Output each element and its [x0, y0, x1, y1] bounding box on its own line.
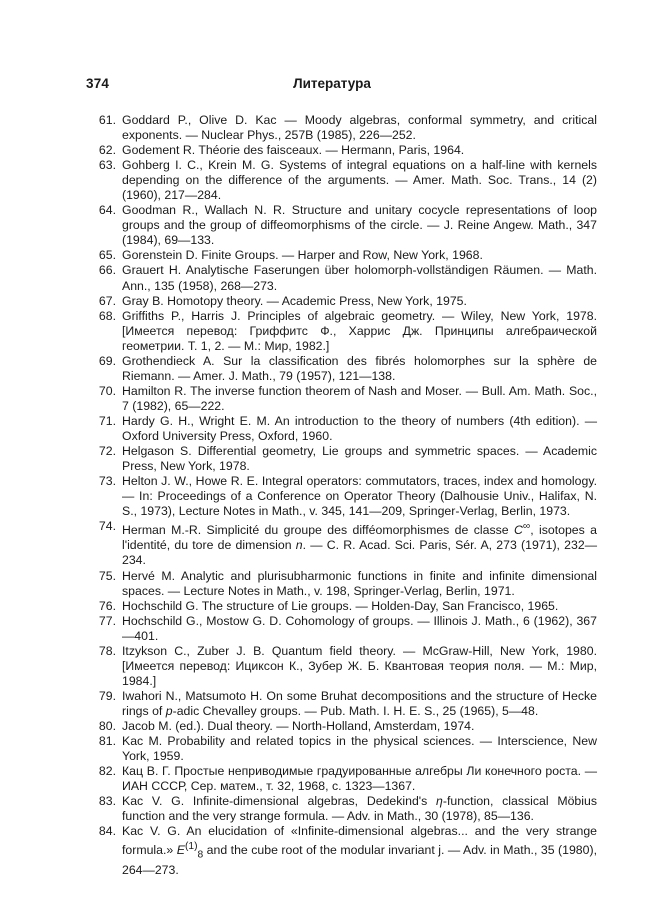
- page-number: 374: [86, 76, 110, 91]
- reference-number: 71.: [98, 413, 116, 428]
- reference-number: 80.: [98, 718, 116, 733]
- math-symbol: E: [176, 843, 185, 858]
- reference-text-part: Kac V. G. Infinite-dimensional algebras, Dedekind's: [122, 794, 437, 809]
- reference-item: [88, 824, 597, 878]
- reference-item: [88, 263, 597, 293]
- reference-number: 78.: [98, 643, 116, 658]
- reference-text: [122, 824, 597, 878]
- reference-item: [88, 309, 597, 354]
- reference-number: 61.: [98, 113, 116, 127]
- reference-item: [88, 794, 597, 824]
- reference-item: [88, 734, 597, 764]
- reference-number: 77.: [98, 613, 116, 628]
- reference-text-part: . — C. R. Acad. Sci. Paris, Sér. A, 273 (1971), 232—234.: [122, 538, 597, 568]
- reference-item: [88, 644, 597, 689]
- reference-text: Itzykson C., Zuber J. B. Quantum field theory. — McGraw-Hill, New York, 1980. [Имеется перевод: Ициксон К., Зубер Ж. Б. Квантовая теория поля. — М.: Мир, 1984.]: [122, 643, 597, 688]
- reference-text-part: and the cube root of the modular invariant j. — Adv. in Math., 35 (1980), 264—273.: [122, 843, 597, 877]
- reference-item: [88, 474, 597, 519]
- reference-text: Grothendieck A. Sur la classification des fibrés holomorphes sur la sphère de Riemann. — Amer. J. Math., 79 (1957), 121—138.: [122, 353, 597, 383]
- math-superscript: (1): [184, 841, 198, 853]
- math-symbol: η: [436, 794, 443, 809]
- reference-number: 75.: [98, 568, 116, 583]
- reference-number: 72.: [98, 444, 116, 459]
- reference-item: [88, 414, 597, 444]
- reference-number: 74.: [98, 519, 116, 534]
- reference-item: [88, 203, 597, 248]
- reference-text-part: -adic Chevalley groups. — Pub. Math. I. H. E. S., 25 (1965), 5—48.: [172, 703, 539, 718]
- running-title: Литература: [293, 76, 371, 91]
- reference-text: [122, 519, 597, 568]
- math-symbol: C: [513, 523, 523, 538]
- reference-text-part: Kac V. G. An elucidation of «Infinite-dimensional algebras... and the very strange formula.»: [122, 824, 597, 858]
- reference-text-part: Herman M.-R. Simplicité du groupe des difféomorphismes de classe: [122, 523, 514, 538]
- reference-number: 62.: [98, 143, 116, 158]
- reference-text: Helgason S. Differential geometry, Lie groups and symmetric spaces. — Academic Press, New York, 1978.: [122, 444, 597, 474]
- page-header: [86, 76, 578, 98]
- reference-text: Gray B. Homotopy theory. — Academic Press, New York, 1975.: [122, 293, 467, 308]
- reference-text-part: -function, classical Möbius function and the very strange formula. — Adv. in Math., 30 (1978), 85—136.: [122, 794, 597, 824]
- reference-number: 84.: [98, 824, 116, 839]
- reference-item: [88, 113, 597, 143]
- reference-item: [88, 764, 597, 794]
- math-symbol: p: [165, 703, 173, 718]
- reference-item: [88, 569, 597, 599]
- reference-text: Helton J. W., Howe R. E. Integral operators: commutators, traces, index and homology. — In: Proceedings of a Conference on Operator Theory (Dalhousie Univ., Halifax, N. S., 1973), Lecture Notes in Math., v. 345, 141—209, Springer-Verlag, Berlin, 1973.: [122, 474, 597, 519]
- reference-text: Godement R. Théorie des faisceaux. — Hermann, Paris, 1964.: [122, 143, 465, 158]
- reference-item: [88, 689, 597, 719]
- reference-number: 83.: [98, 794, 116, 809]
- reference-number: 79.: [98, 688, 116, 703]
- reference-item: [88, 158, 597, 203]
- reference-item: [88, 444, 597, 474]
- reference-text: Hamilton R. The inverse function theorem of Nash and Moser. — Bull. Am. Math. Soc., 7 (1982), 65—222.: [122, 383, 597, 413]
- reference-text: Кац В. Г. Простые неприводимые градуированные алгебры Ли конечного роста. — ИАН СССР, Сер. матем., т. 32, 1968, с. 1323—1367.: [122, 764, 597, 794]
- reference-number: 69.: [98, 353, 116, 368]
- math-subscript: 8: [197, 849, 204, 861]
- reference-text: Hardy G. H., Wright E. M. An introduction to the theory of numbers (4th edition). — Oxford University Press, Oxford, 1960.: [122, 413, 597, 443]
- reference-text: Hochschild G. The structure of Lie groups. — Holden-Day, San Francisco, 1965.: [122, 598, 559, 613]
- reference-item: [88, 384, 597, 414]
- reference-text: Goodman R., Wallach N. R. Structure and unitary cocycle representations of loop groups and the group of diffeomorphisms of the circle. — J. Reine Angew. Math., 347 (1984), 69—133.: [122, 203, 597, 248]
- reference-text: Hochschild G., Mostow G. D. Cohomology of groups. — Illinois J. Math., 6 (1962), 367—401.: [122, 613, 597, 643]
- reference-number: 73.: [98, 474, 116, 489]
- reference-number: 68.: [98, 308, 116, 323]
- reference-item: [88, 599, 597, 614]
- reference-item: [88, 614, 597, 644]
- reference-number: 64.: [98, 203, 116, 218]
- reference-list: [88, 113, 597, 878]
- reference-text: Gohberg I. C., Krein M. G. Systems of integral equations on a half-line with kernels depending on the difference of the arguments. — Amer. Math. Soc. Trans., 14 (2) (1960), 217—284.: [122, 158, 597, 203]
- reference-number: 67.: [98, 293, 116, 308]
- reference-item: [88, 143, 597, 158]
- math-superscript: ∞: [522, 521, 531, 533]
- reference-item: [88, 719, 597, 734]
- reference-item: [88, 248, 597, 263]
- reference-text: Gorenstein D. Finite Groups. — Harper and Row, New York, 1968.: [122, 248, 483, 263]
- math-symbol: n: [295, 538, 303, 553]
- reference-text-part: , isotopes a l'identité, du tore de dimension: [122, 523, 598, 553]
- reference-number: 82.: [98, 764, 116, 779]
- reference-number: 63.: [98, 158, 116, 173]
- reference-number: 76.: [98, 598, 116, 613]
- reference-text: Kac M. Probability and related topics in the physical sciences. — Interscience, New York, 1959.: [122, 734, 597, 764]
- reference-text-part: Iwahori N., Matsumoto H. On some Bruhat decompositions and the structure of Hecke rings of: [122, 688, 597, 718]
- reference-item: [88, 519, 597, 568]
- reference-number: 81.: [98, 734, 116, 749]
- reference-item: [88, 294, 597, 309]
- reference-number: 66.: [98, 263, 116, 278]
- reference-text: Goddard P., Olive D. Kac — Moody algebras, conformal symmetry, and critical exponents. — Nuclear Phys., 257B (1985), 226—252.: [122, 113, 597, 143]
- reference-text: [122, 689, 597, 719]
- reference-text: [122, 794, 597, 824]
- reference-number: 70.: [98, 383, 116, 398]
- reference-text: Griffiths P., Harris J. Principles of algebraic geometry. — Wiley, New York, 1978. [Имеется перевод: Гриффитс Ф., Харрис Дж. Принципы алгебраической геометрии. Т. 1, 2. — М.: Мир, 1982.]: [122, 308, 597, 353]
- reference-item: [88, 354, 597, 384]
- reference-text: Grauert H. Analytische Faserungen über holomorph-vollständigen Räumen. — Math. Ann., 135 (1958), 268—273.: [122, 263, 597, 293]
- reference-text: Hervé M. Analytic and plurisubharmonic functions in finite and infinite dimensional spaces. — Lecture Notes in Math., v. 198, Springer-Verlag, Berlin, 1971.: [122, 568, 597, 598]
- reference-text: Jacob M. (ed.). Dual theory. — North-Holland, Amsterdam, 1974.: [122, 718, 475, 733]
- reference-number: 65.: [98, 248, 116, 263]
